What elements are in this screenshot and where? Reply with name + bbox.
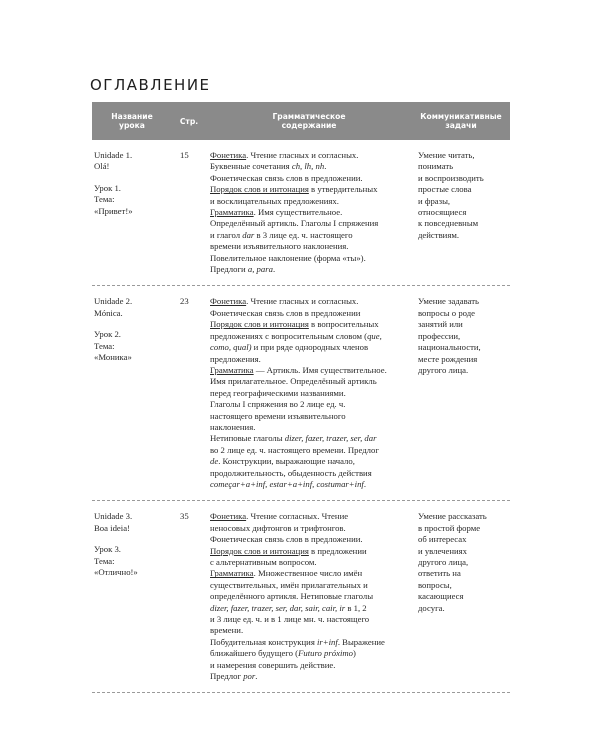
page-number: 15: [180, 150, 189, 160]
grammar-line: [210, 445, 408, 456]
grammar-text: в 3 лице ед. ч. настоящего: [254, 229, 353, 240]
grammar-line: [210, 399, 408, 410]
grammar-text: в предложении: [308, 545, 367, 556]
communicative-tasks: [412, 511, 510, 682]
grammar-text: .: [324, 161, 327, 172]
grammar-line: [210, 354, 408, 365]
communicative-line: и воспроизводить: [418, 172, 484, 183]
grammar-line: [210, 365, 408, 376]
grammar-text: и восклицательных предложениях.: [210, 195, 339, 206]
grammar-text: dizer, fazer, trazer, ser, dar: [284, 433, 377, 444]
grammar-line: [210, 196, 408, 207]
lesson-title: Урок 3. Тема: «Отлично!»: [94, 544, 138, 577]
grammar-text: во 2 лице ед. ч. настоящего времени. Предлог: [210, 444, 379, 455]
grammar-text: como, qual): [210, 342, 252, 353]
grammar-text: . Чтение гласных и согласных.: [246, 150, 359, 160]
section-heading: Фонетика: [210, 511, 247, 522]
unit-title: Unidade 1. Olá!: [94, 150, 133, 172]
communicative-line: другого лица.: [418, 364, 469, 375]
grammar-content: [206, 150, 412, 275]
grammar-line: [210, 319, 408, 330]
grammar-content: [206, 511, 412, 682]
header-page: Стр.: [179, 116, 199, 126]
grammar-text: Нетиповые глаголы: [210, 433, 285, 444]
grammar-line: [210, 468, 408, 479]
grammar-text: времени изъявительного наклонения.: [210, 241, 349, 252]
grammar-text: наклонения.: [210, 421, 256, 432]
lesson-title: Урок 1. Тема: «Привет!»: [94, 182, 133, 216]
grammar-text: в утвердительных: [308, 184, 378, 195]
grammar-content: [206, 296, 412, 490]
grammar-line: [210, 591, 408, 602]
header-grammar: Грамматическое содержание: [272, 112, 346, 130]
grammar-line: [210, 557, 408, 568]
grammar-line: [210, 580, 408, 591]
header-communicative: Коммуникативные задачи: [420, 112, 502, 130]
table-row: [92, 140, 510, 286]
grammar-line: [210, 433, 408, 444]
grammar-text: ch, lh, nh: [291, 161, 325, 172]
grammar-line: [210, 422, 408, 433]
section-heading: Грамматика: [210, 364, 254, 375]
section-heading: Грамматика: [210, 568, 254, 579]
grammar-line: [210, 456, 408, 467]
communicative-line: вопросы,: [418, 579, 452, 590]
toc-table: [92, 102, 510, 693]
grammar-line: [210, 331, 408, 342]
grammar-text: Фонетическая связь слов в предложении: [210, 307, 361, 318]
grammar-line: [210, 173, 408, 184]
grammar-line: [210, 637, 408, 648]
table-row: [92, 501, 510, 693]
grammar-text: ir+inf: [316, 636, 338, 647]
grammar-line: [210, 625, 408, 636]
grammar-text: Определённый артикль. Глаголы I спряжения: [210, 218, 379, 229]
grammar-text: dizer, fazer, trazer, ser, dar, sair, cair, ir: [210, 602, 346, 613]
grammar-line: [210, 161, 408, 172]
grammar-text: — Артикль. Имя существительное.: [253, 364, 387, 375]
grammar-text: Предлог: [210, 671, 244, 682]
grammar-line: [210, 150, 408, 161]
grammar-line: [210, 648, 408, 659]
grammar-line: [210, 523, 408, 534]
grammar-line: [210, 342, 408, 353]
grammar-text: в вопросительных: [308, 319, 379, 330]
grammar-text: настоящего времени изъявительного: [210, 410, 346, 421]
grammar-text: . Множественное число имён: [253, 568, 363, 579]
communicative-line: вопросы о роде: [418, 307, 476, 318]
page-number: 35: [180, 511, 189, 522]
grammar-text: в 1, 2: [345, 602, 367, 613]
grammar-line: [210, 411, 408, 422]
communicative-line: действиям.: [418, 229, 459, 240]
section-heading: Порядок слов и интонация: [210, 184, 309, 195]
section-heading: Порядок слов и интонация: [210, 319, 309, 330]
communicative-line: к повседневным: [418, 218, 479, 229]
grammar-text: Глаголы I спряжения во 2 лице ед. ч.: [210, 399, 346, 410]
communicative-line: другого лица,: [418, 557, 469, 567]
communicative-line: национальности,: [418, 342, 481, 353]
grammar-text: Повелительное наклонение (форма «ты»).: [210, 252, 366, 263]
grammar-text: Фонетическая связь слов в предложении.: [210, 172, 363, 183]
communicative-tasks: [412, 296, 510, 490]
grammar-text: Futuro próximo: [298, 648, 353, 659]
grammar-line: [210, 614, 408, 625]
grammar-line: [210, 230, 408, 241]
grammar-line: [210, 546, 408, 557]
grammar-line: [210, 660, 408, 671]
grammar-text: . Выражение: [337, 636, 385, 647]
grammar-text: começar+a+inf, estar+a+inf, costumar+inf: [210, 478, 364, 489]
grammar-text: определённого артикля. Нетиповые глаголы: [210, 591, 374, 602]
grammar-text: существительных, имён прилагательных и: [210, 579, 368, 590]
section-heading: Фонетика: [210, 296, 247, 307]
grammar-text: . Чтение согласных. Чтение: [246, 511, 349, 522]
grammar-text: . Имя существительное.: [253, 207, 343, 218]
grammar-line: [210, 603, 408, 614]
grammar-line: [210, 568, 408, 579]
lesson-name-cell: [92, 511, 172, 682]
grammar-line: [210, 534, 408, 545]
page-number: 23: [180, 296, 189, 307]
grammar-line: [210, 241, 408, 252]
communicative-line: Умение задавать: [418, 296, 480, 307]
grammar-text: .: [363, 478, 366, 489]
grammar-line: [210, 671, 408, 682]
communicative-line: простые слова: [418, 184, 472, 195]
communicative-line: профессии,: [418, 330, 461, 341]
grammar-text: с альтернативным вопросом.: [210, 557, 317, 567]
section-heading: Порядок слов и интонация: [210, 545, 309, 556]
grammar-text: перед географическими названиями.: [210, 387, 346, 398]
grammar-line: [210, 218, 408, 229]
section-heading: Фонетика: [210, 150, 247, 160]
lesson-title: Урок 2. Тема: «Моника»: [94, 329, 132, 363]
grammar-text: a, para: [247, 264, 273, 275]
grammar-line: [210, 207, 408, 218]
grammar-text: предложениях с вопросительным словом (: [210, 330, 368, 341]
grammar-line: [210, 264, 408, 275]
grammar-text: de: [210, 456, 219, 467]
section-heading: Грамматика: [210, 207, 254, 218]
grammar-text: и намерения совершить действие.: [210, 659, 336, 670]
grammar-line: [210, 511, 408, 522]
header-lesson-name: Название урока: [111, 112, 153, 130]
grammar-text: Предлоги: [210, 264, 248, 275]
unit-title: Unidade 2. Mónica.: [94, 296, 133, 318]
grammar-text: . Чтение гласных и согласных.: [246, 296, 359, 307]
grammar-text: предложения.: [210, 353, 261, 364]
grammar-text: .: [272, 264, 276, 275]
communicative-tasks: [412, 150, 510, 275]
grammar-text: por: [243, 671, 256, 682]
communicative-line: и фразы,: [418, 195, 451, 206]
grammar-text: и 3 лице ед. ч. и в 1 лице мн. ч. настоящего: [210, 614, 370, 625]
unit-title: Unidade 3. Boa ideia!: [94, 511, 133, 533]
grammar-text: продолжительность, обыденность действия: [210, 467, 372, 478]
grammar-line: [210, 479, 408, 490]
grammar-text: . Конструкции, выражающие начало,: [218, 456, 355, 467]
grammar-text: Буквенные сочетания: [210, 161, 292, 172]
grammar-line: [210, 388, 408, 399]
lesson-name-cell: [92, 296, 172, 490]
grammar-text: que,: [367, 330, 382, 341]
grammar-line: [210, 253, 408, 264]
communicative-line: досуга.: [418, 602, 445, 613]
grammar-line: [210, 308, 408, 319]
grammar-text: ): [353, 648, 356, 659]
communicative-line: и увлечениях: [418, 545, 467, 556]
page-title: ОГЛАВЛЕНИЕ: [90, 76, 211, 94]
grammar-text: ближайшего будущего (: [210, 648, 299, 659]
grammar-text: и при ряде однородных членов: [251, 342, 369, 353]
communicative-line: в простой форме: [418, 522, 481, 533]
lesson-name-cell: [92, 150, 172, 275]
communicative-line: Умение рассказать: [418, 511, 487, 522]
table-header: [92, 102, 510, 140]
grammar-text: и глагол: [210, 229, 243, 240]
communicative-line: месте рождения: [418, 353, 478, 364]
grammar-text: Фонетическая связь слов в предложении.: [210, 534, 363, 545]
grammar-text: Побудительная конструкция: [210, 636, 317, 647]
communicative-line: понимать: [418, 161, 454, 172]
grammar-line: [210, 296, 408, 307]
grammar-text: времени.: [210, 625, 244, 636]
grammar-text: dar: [242, 229, 255, 240]
grammar-line: [210, 376, 408, 387]
communicative-line: Умение читать,: [418, 150, 475, 160]
grammar-text: Имя прилагательное. Определённый артикль: [210, 376, 377, 387]
communicative-line: ответить на: [418, 568, 461, 579]
communicative-line: относящиеся: [418, 207, 467, 218]
grammar-line: [210, 184, 408, 195]
table-row: [92, 286, 510, 501]
communicative-line: касающиеся: [418, 591, 464, 602]
grammar-text: неносовых дифтонгов и трифтонгов.: [210, 522, 346, 533]
communicative-line: об интересах: [418, 534, 467, 545]
communicative-line: занятий или: [418, 319, 463, 330]
grammar-text: .: [255, 671, 258, 682]
